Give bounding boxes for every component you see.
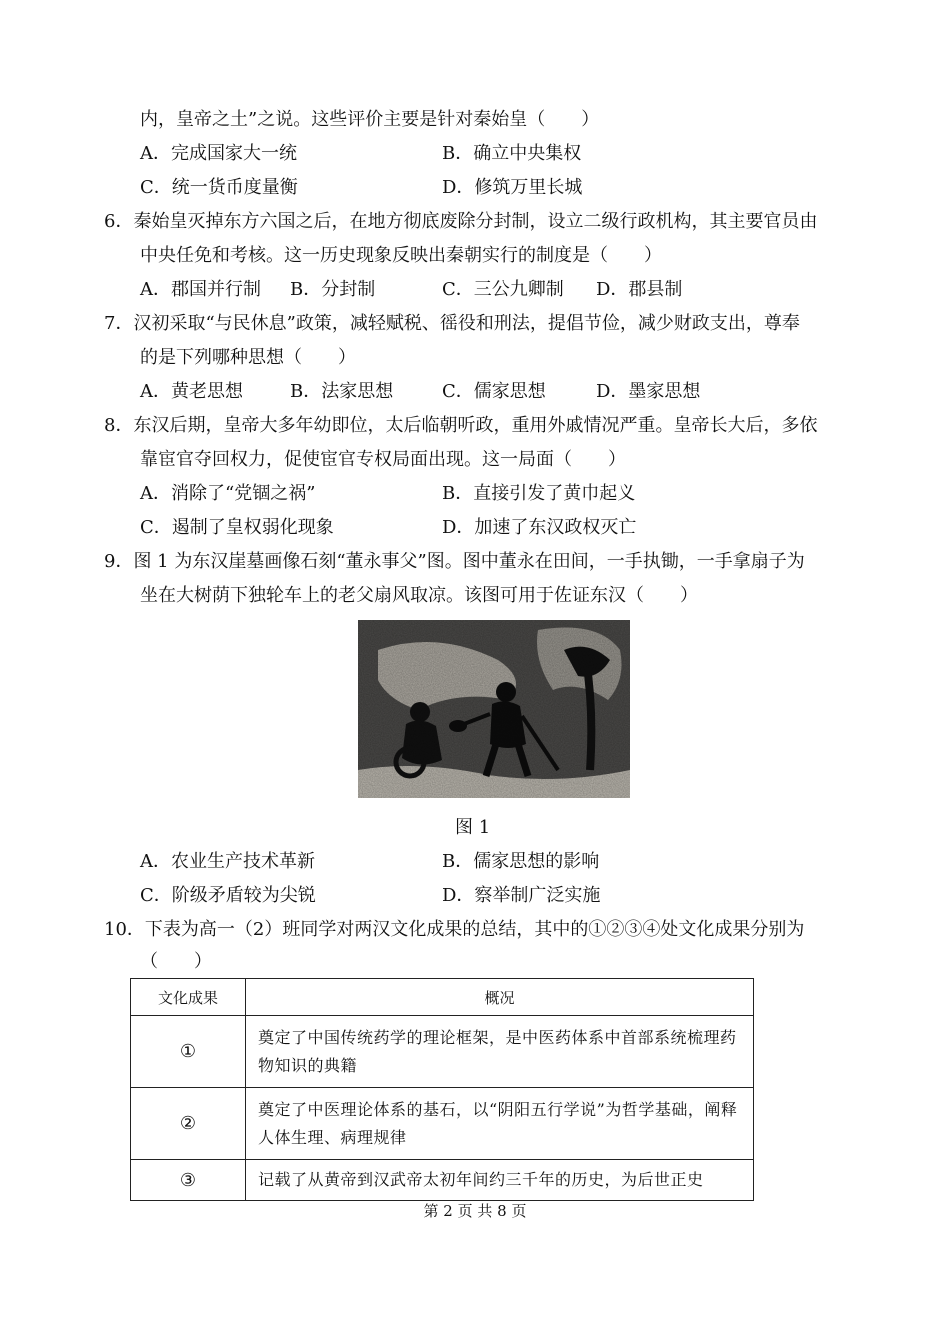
header-cultural-achievement: 文化成果: [131, 979, 246, 1016]
q10-stem-line1: 10．下表为高一（2）班同学对两汉文化成果的总结，其中的①②③④处文化成果分别为: [104, 919, 805, 940]
header-overview: 概况: [246, 979, 754, 1016]
table-header-row: [131, 979, 754, 1016]
q6-option-a: A．郡国并行制: [140, 279, 261, 300]
page-footer: 第 2 页 共 8 页: [423, 1202, 527, 1220]
table-row: [131, 1160, 754, 1201]
row-number: ②: [131, 1088, 246, 1160]
q6-option-b: B．分封制: [290, 279, 376, 300]
row-description: 奠定了中国传统药学的理论框架，是中医药体系中首部系统梳理药物知识的典籍: [246, 1016, 754, 1088]
q5-option-a: A．完成国家大一统: [140, 143, 297, 164]
q6-stem-line2: 中央任免和考核。这一历史现象反映出秦朝实行的制度是（ ）: [140, 245, 662, 266]
q7-stem-line2: 的是下列哪种思想（ ）: [140, 347, 356, 368]
q8-option-b: B．直接引发了黄巾起义: [442, 483, 636, 504]
q9-option-b: B．儒家思想的影响: [442, 851, 600, 872]
q7-option-c: C．儒家思想: [442, 381, 546, 402]
stone-relief-image: [358, 620, 630, 798]
q5-stem-tail: 内，皇帝之土”之说。这些评价主要是针对秦始皇（ ）: [140, 109, 600, 130]
q8-option-a: A．消除了“党锢之祸”: [140, 483, 316, 504]
q8-option-c: C．遏制了皇权弱化现象: [140, 517, 334, 538]
row-description: 奠定了中医理论体系的基石，以“阴阳五行学说”为哲学基础，阐释人体生理、病理规律: [246, 1088, 754, 1160]
q7-option-d: D．墨家思想: [596, 381, 701, 402]
figure-caption: 图 1: [455, 817, 491, 838]
q7-stem-line1: 7．汉初采取“与民休息”政策，减轻赋税、徭役和刑法，提倡节俭，减少财政支出，尊奉: [104, 313, 800, 334]
q9-option-d: D．察举制广泛实施: [442, 885, 601, 906]
q5-option-d: D．修筑万里长城: [442, 177, 583, 198]
q9-option-c: C．阶级矛盾较为尖锐: [140, 885, 316, 906]
table-row: [131, 1016, 754, 1088]
culture-summary-table: [130, 978, 754, 1201]
q9-option-a: A．农业生产技术革新: [140, 851, 315, 872]
q5-option-c: C．统一货币度量衡: [140, 177, 298, 198]
q7-option-b: B．法家思想: [290, 381, 394, 402]
q5-option-b: B．确立中央集权: [442, 143, 582, 164]
q8-option-d: D．加速了东汉政权灭亡: [442, 517, 637, 538]
q9-stem-line2: 坐在大树荫下独轮车上的老父扇风取凉。该图可用于佐证东汉（ ）: [140, 585, 698, 606]
q10-stem-line2: （ ）: [140, 951, 212, 972]
q9-stem-line1: 9．图 1 为东汉崖墓画像石刻“董永事父”图。图中董永在田间，一手执锄，一手拿扇子为: [104, 551, 805, 572]
row-number: ①: [131, 1016, 246, 1088]
table-row: [131, 1088, 754, 1160]
stone-relief-illustration: [358, 620, 630, 798]
q8-stem-line1: 8．东汉后期，皇帝大多年幼即位，太后临朝听政，重用外戚情况严重。皇帝长大后，多依: [104, 415, 818, 436]
q8-stem-line2: 靠宦官夺回权力，促使宦官专权局面出现。这一局面（ ）: [140, 449, 626, 470]
q6-option-c: C．三公九卿制: [442, 279, 564, 300]
row-number: ③: [131, 1160, 246, 1201]
q6-option-d: D．郡县制: [596, 279, 683, 300]
row-description: 记载了从黄帝到汉武帝太初年间约三千年的历史，为后世正史: [246, 1160, 754, 1201]
q6-stem-line1: 6．秦始皇灭掉东方六国之后，在地方彻底废除分封制，设立二级行政机构，其主要官员由: [104, 211, 818, 232]
q7-option-a: A．黄老思想: [140, 381, 243, 402]
